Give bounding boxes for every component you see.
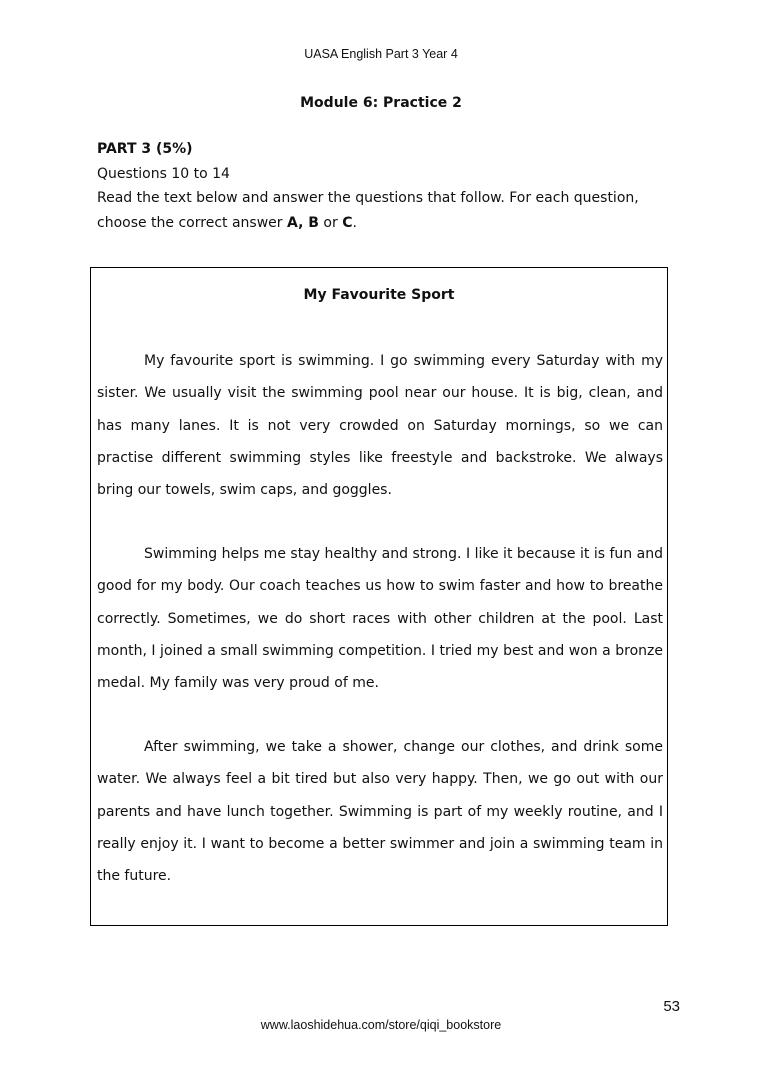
passage-paragraph-1: My favourite sport is swimming. I go swimming every Saturday with my sister. We usually visit the swimming pool near our house. It is big, clean, and has many lanes. It is not very crowded on Saturday mornings, so we can practise different swimming styles like freestyle and backstroke. We always bring our towels, swim caps, and goggles. <box>97 353 663 499</box>
questions-range: Questions 10 to 14 <box>97 165 230 182</box>
passage-title: My Favourite Sport <box>303 287 455 303</box>
instruction-suffix: . <box>352 214 357 231</box>
part-heading: PART 3 (5%) <box>97 141 193 157</box>
passage-box <box>90 267 668 926</box>
page-number: 53 <box>663 998 680 1015</box>
instruction-text <box>97 186 677 235</box>
option-a-label: A <box>286 214 299 231</box>
option-c-label: C <box>342 214 353 231</box>
instructions-block <box>97 137 677 235</box>
option-b-label: B <box>308 214 319 231</box>
instruction-prefix: Read the text below and answer the questions that follow. For each question, choose the correct answer <box>97 190 639 231</box>
footer-url: www.laoshidehua.com/store/qiqi_bookstore <box>260 1018 502 1032</box>
module-title: Module 6: Practice 2 <box>300 95 462 111</box>
page-header: UASA English Part 3 Year 4 <box>304 47 458 61</box>
passage-paragraph-3: After swimming, we take a shower, change our clothes, and drink some water. We always feel a bit tired but also very happy. Then, we go out with our parents and have lunch together. Swimming is part of my weekly routine, and I really enjoy it. I want to become a better swimmer and join a swimming team in the future. <box>97 739 663 885</box>
passage-paragraph-2: Swimming helps me stay healthy and strong. I like it because it is fun and good for my body. Our coach teaches us how to swim faster and how to breathe correctly. Sometimes, we do short races with other children at the pool. Last month, I joined a small swimming competition. I tried my best and won a bronze medal. My family was very proud of me. <box>97 546 663 692</box>
option-separator-or: or <box>318 214 343 231</box>
option-separator: , <box>298 214 309 231</box>
